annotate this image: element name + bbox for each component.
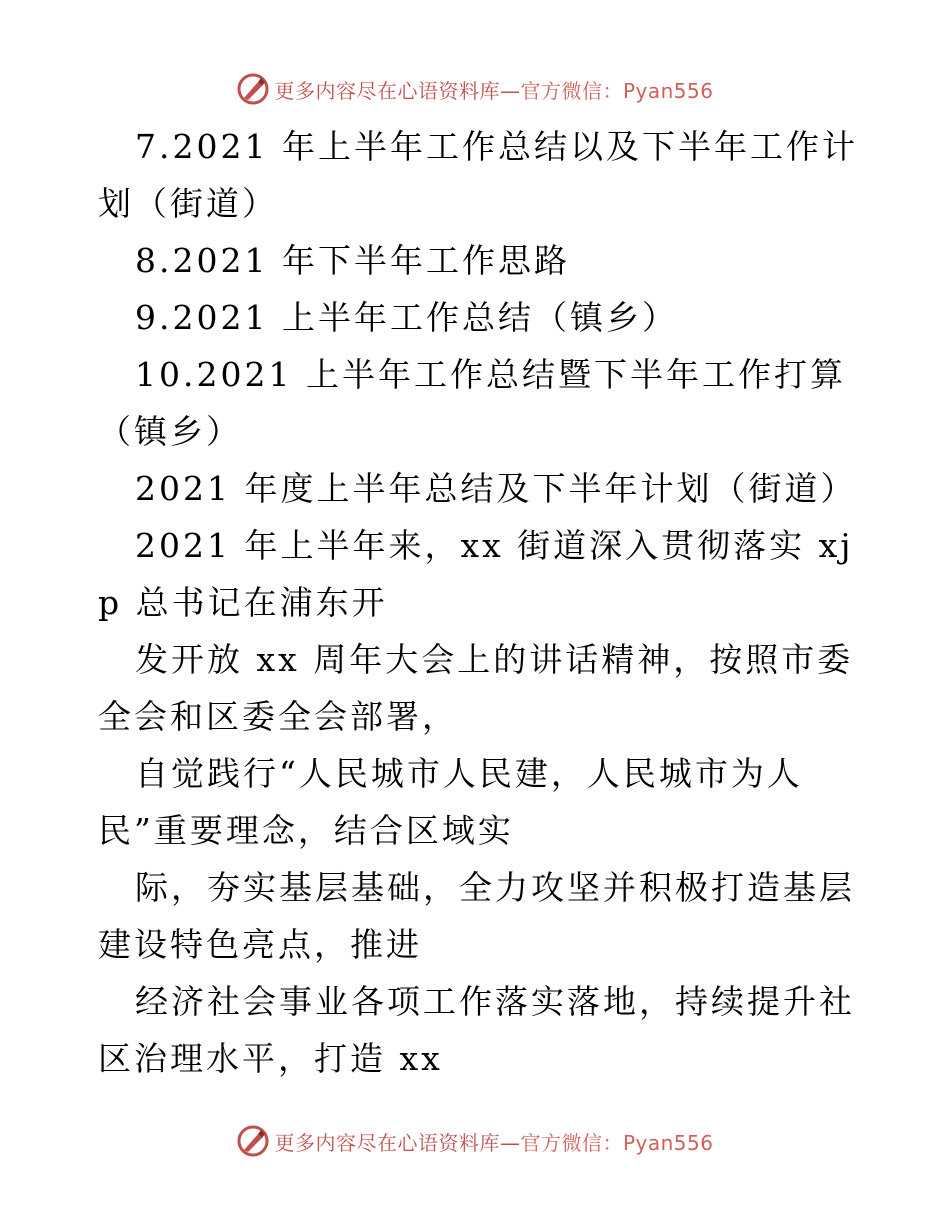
paragraph-4: 10.2021 上半年工作总结暨下半年工作打算（镇乡） (98, 355, 846, 451)
paragraph-5: 2021 年度上半年总结及下半年计划（街道） (135, 469, 857, 508)
watermark-wechat: 官方微信：Pyan556 (520, 1130, 714, 1155)
pen-logo-icon (236, 72, 270, 106)
pen-logo-icon (236, 1124, 270, 1158)
footer-watermark (0, 1124, 950, 1158)
paragraph-9: 际，夯实基层基础，全力攻坚并积极打造基层建设特色亮点，推进 (98, 868, 855, 964)
paragraph-6: 2021 年上半年来，xx 街道深入贯彻落实 xjp 总书记在浦东开 (98, 526, 854, 622)
paragraph-1: 7.2021 年上半年工作总结以及下半年工作计划（街道） (98, 127, 858, 223)
header-watermark (0, 72, 950, 106)
paragraph-2: 8.2021 年下半年工作思路 (135, 241, 570, 280)
watermark-wechat: 官方微信：Pyan556 (520, 78, 714, 103)
document-body (98, 118, 858, 1087)
watermark-text: 更多内容尽在心语资料库— (274, 1130, 521, 1155)
paragraph-3: 9.2021 上半年工作总结（镇乡） (135, 298, 678, 337)
paragraph-7: 发开放 xx 周年大会上的讲话精神，按照市委全会和区委全会部署， (98, 640, 854, 736)
paragraph-8: 自觉践行“人民城市人民建，人民城市为人民”重要理念，结合区域实 (98, 754, 803, 850)
watermark-text: 更多内容尽在心语资料库— (274, 78, 521, 103)
paragraph-10: 经济社会事业各项工作落实落地，持续提升社区治理水平，打造 xx (98, 982, 855, 1078)
